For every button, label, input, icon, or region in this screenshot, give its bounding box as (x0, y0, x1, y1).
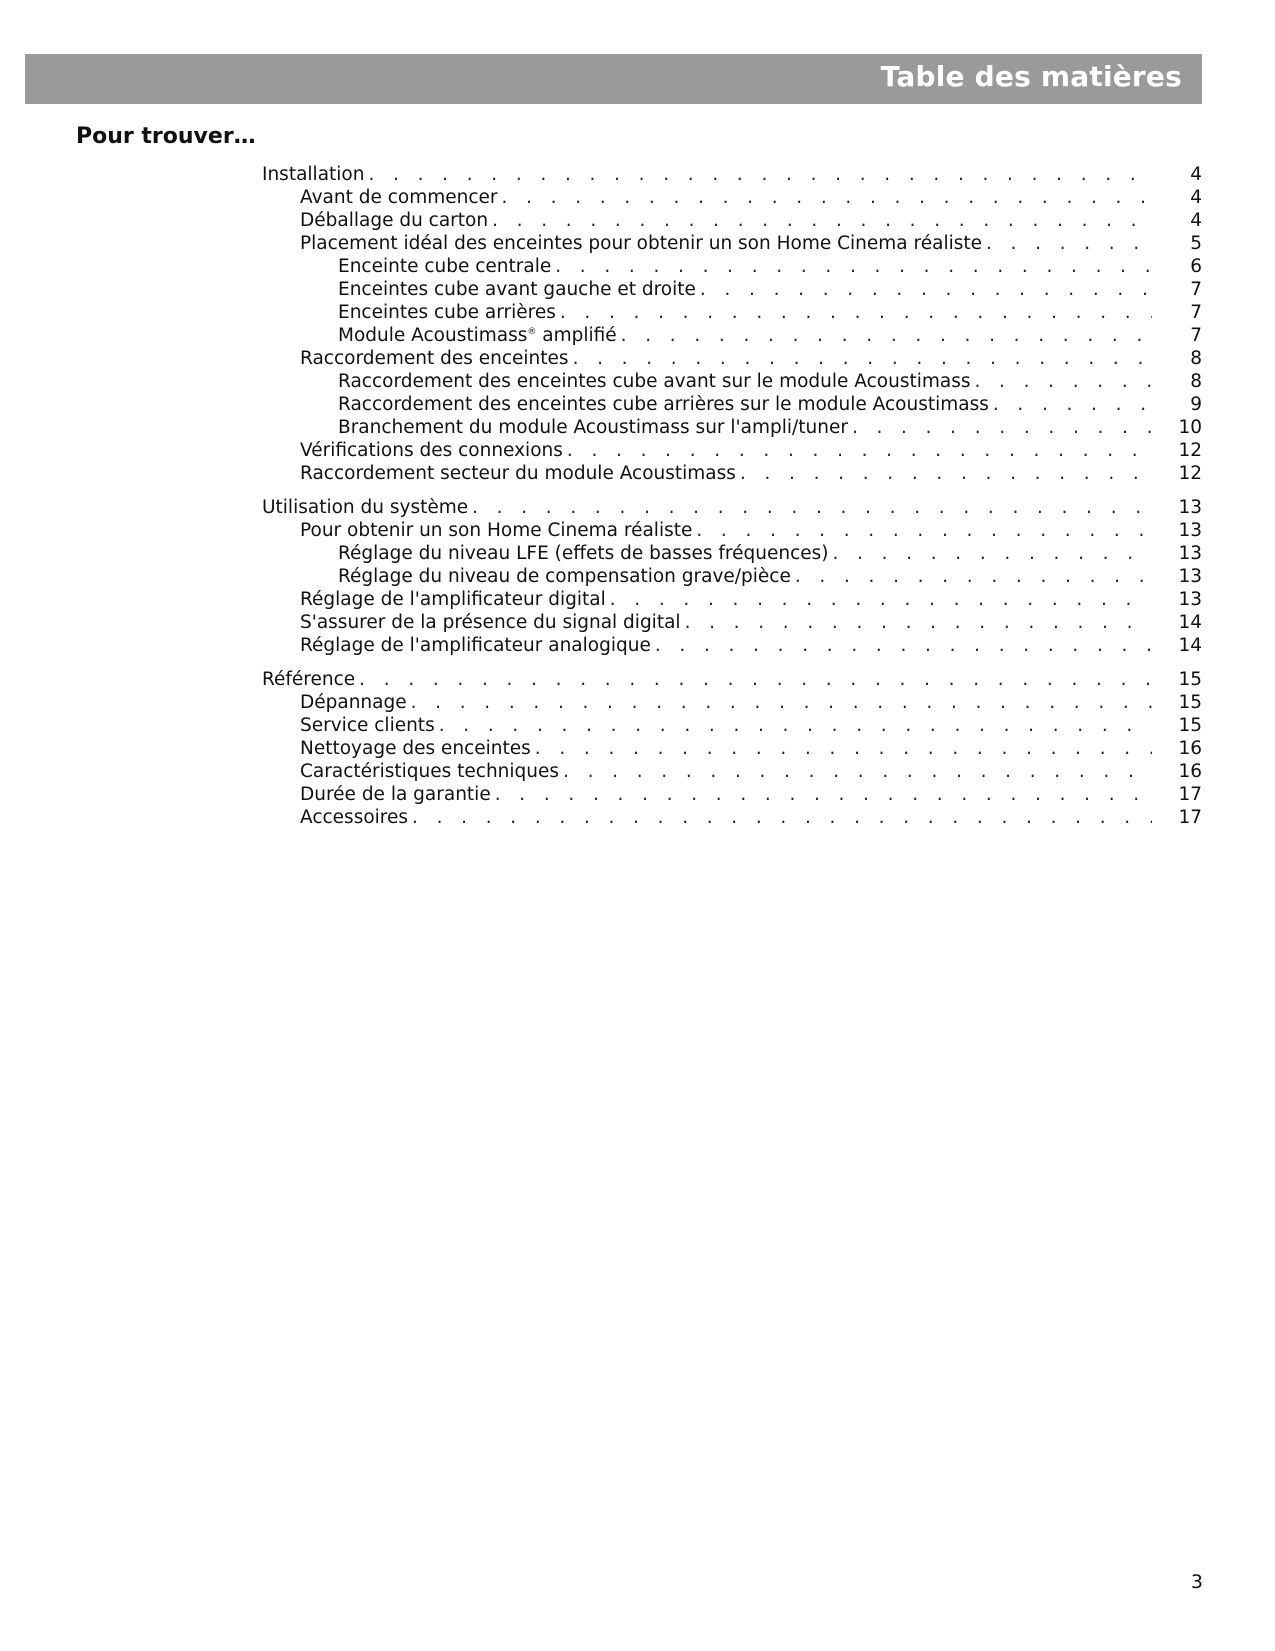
toc-entry[interactable] (262, 691, 1202, 714)
header-bar (25, 54, 1202, 104)
toc-entry-title (300, 806, 412, 829)
toc-entry-title-text: Placement idéal des enceintes pour obtenir un son Home Cinema réaliste (300, 233, 982, 254)
toc-entry-title (338, 565, 795, 588)
toc-entry[interactable] (262, 186, 1202, 209)
toc-entry[interactable] (262, 496, 1202, 519)
toc-entry[interactable] (262, 542, 1202, 565)
toc-entry-title-text: Raccordement des enceintes cube avant sur le module Acoustimass (338, 371, 971, 392)
toc-entry-title-text: Réglage du niveau de compensation grave/pièce (338, 566, 791, 587)
toc-entry[interactable] (262, 416, 1202, 439)
toc-entry[interactable] (262, 737, 1202, 760)
toc-entry-title (338, 542, 832, 565)
toc-entry-title-text: Module Acoustimass (338, 325, 528, 346)
toc-entry-title-text: Utilisation du système (262, 497, 469, 518)
toc-entry-title-text: Caractéristiques techniques (300, 761, 560, 782)
toc-entry[interactable] (262, 209, 1202, 232)
toc-entry-page: 15 (1178, 715, 1202, 736)
toc-entry-title (338, 255, 555, 278)
dot-leader (359, 668, 1152, 691)
dot-leader (502, 186, 1152, 209)
toc-entry-page: 13 (1178, 589, 1202, 610)
toc-entry[interactable] (262, 347, 1202, 370)
dot-leader (560, 301, 1152, 324)
toc-entry[interactable] (262, 393, 1202, 416)
toc-entry-title (300, 737, 535, 760)
toc-entry-title (300, 691, 411, 714)
dot-leader (439, 714, 1152, 737)
toc-entry-page: 4 (1190, 187, 1202, 208)
toc-entry-title-text: Pour obtenir un son Home Cinema réaliste (300, 520, 693, 541)
dot-leader (567, 439, 1152, 462)
toc-entry[interactable] (262, 370, 1202, 393)
toc-entry-page: 12 (1178, 440, 1202, 461)
toc-entry-title-text: Dépannage (300, 692, 407, 713)
toc-entry-title (338, 370, 975, 393)
toc-entry-page: 8 (1190, 348, 1202, 369)
dot-leader (621, 324, 1152, 347)
dot-leader (492, 209, 1152, 232)
toc-entry-page: 14 (1178, 612, 1202, 633)
toc-entry[interactable] (262, 634, 1202, 657)
toc-entry[interactable] (262, 760, 1202, 783)
table-of-contents (262, 163, 1202, 840)
toc-entry-title-text: Nettoyage des enceintes (300, 738, 531, 759)
page-number: 3 (1190, 1571, 1203, 1593)
toc-entry-title-text: Vérifications des connexions (300, 440, 563, 461)
toc-entry[interactable] (262, 163, 1202, 186)
dot-leader (411, 691, 1152, 714)
toc-entry-title (338, 301, 560, 324)
toc-entry-page: 5 (1190, 233, 1202, 254)
toc-entry-title (300, 783, 495, 806)
toc-entry-title (262, 163, 368, 186)
toc-entry-page: 13 (1178, 543, 1202, 564)
dot-leader (700, 278, 1152, 301)
toc-entry-title (300, 209, 492, 232)
toc-entry-title (300, 462, 740, 485)
toc-entry[interactable] (262, 462, 1202, 485)
dot-leader (740, 462, 1152, 485)
toc-entry-title (338, 324, 621, 347)
toc-entry-page: 17 (1178, 784, 1202, 805)
toc-entry-title (300, 760, 563, 783)
toc-entry-page: 16 (1178, 738, 1202, 759)
dot-leader (563, 760, 1152, 783)
toc-entry[interactable] (262, 668, 1202, 691)
toc-entry-page: 7 (1190, 325, 1202, 346)
toc-entry[interactable] (262, 714, 1202, 737)
toc-section (262, 496, 1202, 657)
toc-entry-page: 13 (1178, 520, 1202, 541)
toc-entry-page: 16 (1178, 761, 1202, 782)
toc-entry-page: 13 (1178, 566, 1202, 587)
toc-entry[interactable] (262, 301, 1202, 324)
dot-leader (412, 806, 1152, 829)
toc-entry-title-text: Déballage du carton (300, 210, 489, 231)
dot-leader (795, 565, 1152, 588)
toc-entry-title-text: Avant de commencer (300, 187, 498, 208)
toc-entry-page: 7 (1190, 279, 1202, 300)
dot-leader (610, 588, 1152, 611)
toc-entry-page: 4 (1190, 164, 1202, 185)
toc-entry-page: 12 (1178, 463, 1202, 484)
toc-entry-title (262, 496, 472, 519)
toc-entry[interactable] (262, 588, 1202, 611)
toc-entry-title (300, 186, 502, 209)
toc-entry-title (300, 232, 986, 255)
toc-entry-title-text: Durée de la garantie (300, 784, 491, 805)
dot-leader (535, 737, 1152, 760)
toc-entry-title (300, 634, 655, 657)
toc-entry-page: 10 (1178, 417, 1202, 438)
toc-entry[interactable] (262, 255, 1202, 278)
toc-entry-page: 13 (1178, 497, 1202, 518)
toc-entry-title-text: Service clients (300, 715, 435, 736)
toc-entry[interactable] (262, 783, 1202, 806)
toc-entry[interactable] (262, 324, 1202, 347)
toc-entry-title-text: Accessoires (300, 807, 409, 828)
toc-entry-title-text: Branchement du module Acoustimass sur l'ampli/tuner (338, 417, 848, 438)
toc-entry-title-suffix: amplifié (536, 325, 617, 346)
toc-entry-page: 15 (1178, 692, 1202, 713)
toc-entry-page: 8 (1190, 371, 1202, 392)
dot-leader (555, 255, 1152, 278)
toc-entry-page: 9 (1190, 394, 1202, 415)
dot-leader (696, 519, 1152, 542)
toc-entry[interactable] (262, 439, 1202, 462)
toc-entry-page: 4 (1190, 210, 1202, 231)
toc-entry-title (338, 278, 700, 301)
registered-mark: ® (527, 327, 537, 337)
toc-entry-title (300, 588, 610, 611)
toc-entry[interactable] (262, 611, 1202, 634)
toc-entry-title-text: Réglage de l'amplificateur analogique (300, 635, 651, 656)
toc-subtitle: Pour trouver… (76, 124, 256, 149)
toc-entry-title-text: Réglage de l'amplificateur digital (300, 589, 606, 610)
toc-entry-title-text: Enceinte cube centrale (338, 256, 552, 277)
toc-entry-title (300, 439, 567, 462)
toc-entry-title (262, 668, 359, 691)
toc-entry-title-text: S'assurer de la présence du signal digital (300, 612, 681, 633)
toc-entry-title-text: Raccordement secteur du module Acoustimass (300, 463, 736, 484)
dot-leader (368, 163, 1152, 186)
toc-entry-page: 17 (1178, 807, 1202, 828)
dot-leader (472, 496, 1152, 519)
toc-entry-title-text: Installation (262, 164, 365, 185)
toc-entry-page: 6 (1190, 256, 1202, 277)
toc-entry[interactable] (262, 565, 1202, 588)
toc-entry-title (300, 519, 696, 542)
dot-leader (852, 416, 1152, 439)
toc-entry-title-text: Raccordement des enceintes (300, 348, 569, 369)
dot-leader (993, 393, 1152, 416)
dot-leader (573, 347, 1152, 370)
dot-leader (685, 611, 1152, 634)
toc-entry-title-text: Enceintes cube avant gauche et droite (338, 279, 696, 300)
toc-entry[interactable] (262, 232, 1202, 255)
dot-leader (975, 370, 1153, 393)
toc-entry[interactable] (262, 806, 1202, 829)
toc-entry-title-text: Raccordement des enceintes cube arrières sur le module Acoustimass (338, 394, 989, 415)
toc-entry[interactable] (262, 278, 1202, 301)
dot-leader (986, 232, 1152, 255)
toc-entry-title-text: Référence (262, 669, 356, 690)
toc-entry-title (300, 714, 439, 737)
toc-entry-title (300, 347, 573, 370)
page-title: Table des matières (880, 60, 1182, 93)
toc-section (262, 163, 1202, 485)
toc-entry-title (338, 393, 993, 416)
toc-entry-page: 15 (1178, 669, 1202, 690)
dot-leader (832, 542, 1152, 565)
toc-entry-title-text: Réglage du niveau LFE (effets de basses fréquences) (338, 543, 829, 564)
toc-entry-title (300, 611, 685, 634)
toc-entry-page: 7 (1190, 302, 1202, 323)
toc-entry-page: 14 (1178, 635, 1202, 656)
toc-entry-title (338, 416, 852, 439)
toc-section (262, 668, 1202, 829)
toc-entry[interactable] (262, 519, 1202, 542)
dot-leader (495, 783, 1152, 806)
dot-leader (655, 634, 1152, 657)
toc-entry-title-text: Enceintes cube arrières (338, 302, 556, 323)
